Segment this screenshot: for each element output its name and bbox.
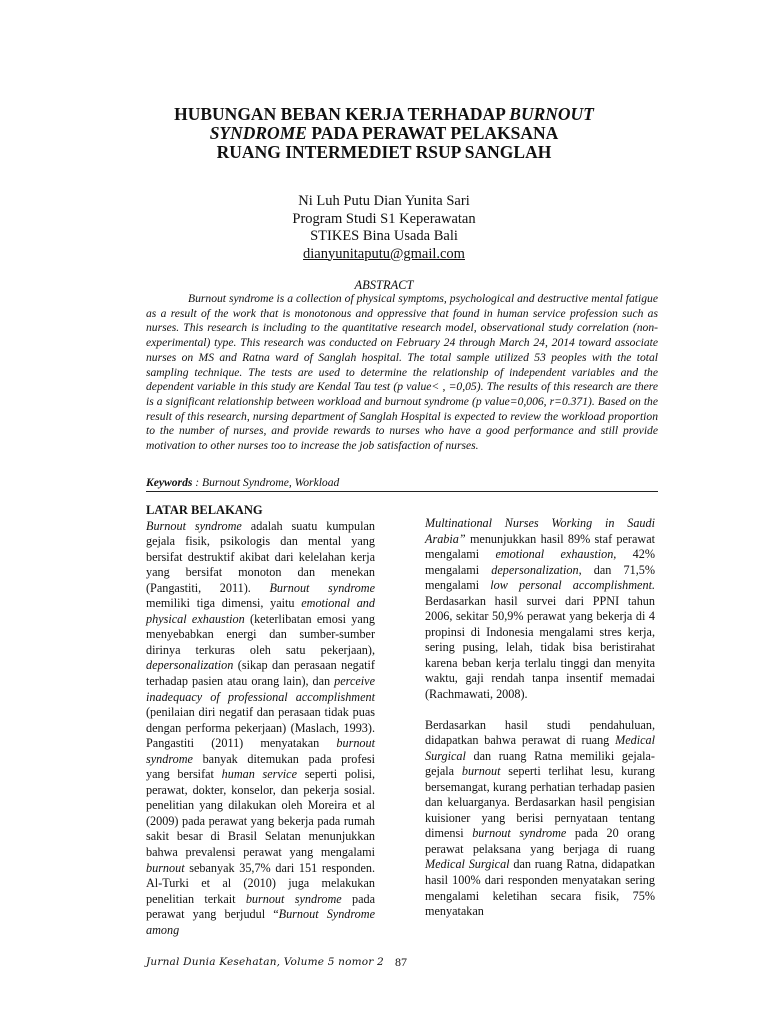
body-text: pada perawat yang berjudul “: [146, 891, 375, 922]
italic-term: emotional and physical exhaustion: [146, 596, 375, 626]
author-name: Ni Luh Putu Dian Yunita Sari: [298, 193, 470, 209]
left-column: [146, 503, 375, 938]
italic-term: burnout syndrome: [245, 891, 342, 906]
author-block: [184, 193, 584, 263]
body-text: (penilaian diri negatif dan perasaan tidak puas dengan performa pekerjaan) (Maslach, 1993). Pangastiti (2011) menyatakan: [146, 705, 375, 751]
body-paragraph: [146, 519, 375, 939]
title-text: HUBUNGAN BEBAN KERJA TERHADAP: [174, 104, 510, 124]
italic-term: Burnout syndrome: [269, 580, 375, 595]
divider-line: [146, 491, 658, 492]
body-text: sebanyak 35,7% dari 151 responden. Al-Turki et al (2010) juga melakukan penelitian terkait: [146, 860, 375, 906]
author-institution: STIKES Bina Usada Bali: [310, 228, 458, 244]
italic-term: low personal accomplishment.: [490, 578, 655, 593]
body-text: menunjukkan hasil 89% staf perawat mengalami: [425, 531, 655, 562]
body-text: seperti terlihat lesu, kurang bersemangat, kurang perhatian terhadap pasien dan keluarganya. Berdasarkan hasil pengisian kuisioner yang berisi pernyataan tentang dimensi: [425, 764, 655, 841]
keywords-text: : Burnout Syndrome, Workload: [192, 476, 340, 489]
italic-term: burnout: [461, 764, 501, 779]
italic-term: depersonalization: [146, 658, 234, 673]
italic-term: Medical Surgical: [425, 733, 655, 763]
italic-term: burnout syndrome: [146, 736, 375, 766]
right-column: [425, 516, 655, 920]
author-email-link[interactable]: dianyunitaputu@gmail.com: [303, 245, 465, 262]
body-text: memiliki tiga dimensi, yaitu: [146, 596, 302, 611]
body-text: , dan 71,5% mengalami: [425, 562, 655, 593]
body-text: (sikap dan perasaan negatif terhadap pasien atau orang lain), dan: [146, 658, 375, 688]
italic-term: Medical Surgical: [425, 857, 510, 872]
italic-term: Burnout Syndrome among: [146, 907, 375, 937]
body-text: banyak ditemukan pada profesi yang bersifat: [146, 751, 375, 782]
body-paragraph: [425, 516, 655, 703]
title-line-2: [90, 124, 678, 143]
body-text: dan ruang Ratna, didapatkan hasil 100% dari responden menyatakan sering mengalami keletihan secara fisik, 75% menyatakan: [425, 857, 655, 919]
paper-title: [90, 105, 678, 162]
abstract-heading: ABSTRACT: [354, 278, 414, 292]
body-text: 42% mengalami: [425, 547, 656, 577]
body-text: Berdasarkan hasil survei dari PPNI tahun 2006, sekitar 50,9% perawat yang bekerja di 4 propinsi di Indonesia mengalami stres kerja, sering pusing, lelah, tidak bisa beristirahat karena beban kerja terlalu tinggi dan menyita waktu, gaji rendah tanpa insentif memadai (Rachmawati, 2008).: [425, 593, 655, 702]
body-text: pada 20 orang perawat pelaksana yang berjaga di ruang: [425, 826, 655, 856]
italic-term: depersonalization: [491, 562, 579, 577]
author-program: Program Studi S1 Keperawatan: [292, 210, 476, 227]
body-text: Berdasarkan hasil studi pendahuluan, didapatkan bahwa perawat di ruang: [425, 717, 655, 748]
body-text: adalah suatu kumpulan gejala fisik, psikologis dan mental yang bersifat destruktif akibat dari kelelahan kerja yang bersifat monoton dan menekan (Pangastiti, 2011).: [146, 518, 375, 595]
body-text: dan ruang Ratna memiliki gejala-gejala: [425, 748, 655, 779]
body-text: seperti polisi, perawat, dokter, konselor, dan pekerja sosial. penelitian yang dilakukan oleh Moreira et al (2009) pada perawat yang bekerja pada rumah sakit besar di Brasil Selatan menunjukkan bahwa prevalensi perawat yang mengalami: [146, 767, 375, 859]
section-heading: LATAR BELAKANG: [146, 503, 263, 517]
keywords-line: [146, 476, 658, 490]
abstract-text: Burnout syndrome is a collection of physical symptoms, psychological and destructive mental fatigue as a result of the work that is monotonous and oppressive that found in human service profession such as nurses. This research is including to the quantitative research model, observational study correlation (non-experimental) type. This research was conducted on February 24 through March 24, 2014 toward associate nurses on MS and Ratna ward of Sanglah hospital. The total sample utilized 53 peoples with the total sampling technique. The tests are used to determine the relationship of independent variables and the dependent variable in this study are Kendal Tau test (p value< , =0,05). The results of this research are there is a significant relationship between workload and burnout syndrome (p value=0,006, r=0.371). Based on the result of this research, nursing department of Sanglah Hospital is expected to review the workload proportion to the number of nurses, and provide rewards to nurses who have a good performance and still provide motivation to other nurses too to increase the job satisfaction of nurses.: [146, 292, 658, 453]
body-paragraph: [425, 718, 655, 920]
italic-term: burnout: [146, 860, 185, 875]
title-line-3: RUANG INTERMEDIET RSUP SANGLAH: [216, 142, 552, 162]
footer-journal-name: Jurnal Dunia Kesehatan, Volume 5 nomor 2: [146, 956, 384, 968]
keywords-label: Keywords: [146, 476, 193, 489]
body-text: (keterlibatan emosi yang menyebabkan energi dan sumber-sumber dirinya terkuras oleh satu pekerjaan),: [146, 611, 375, 657]
title-italic-text: SYNDROME: [209, 123, 307, 143]
italic-term: burnout syndrome: [472, 826, 567, 841]
title-line-1: [90, 105, 678, 124]
italic-term: emotional exhaustion,: [495, 547, 617, 562]
page-number: 87: [395, 955, 407, 969]
italic-term: perceive inadequacy of professional accomplishment: [146, 673, 375, 704]
italic-term: human service: [221, 767, 297, 782]
title-text: PADA PERAWAT PELAKSANA: [306, 123, 559, 143]
italic-term: Multinational Nurses Working in Saudi Arabia”: [425, 516, 655, 546]
italic-term: Burnout syndrome: [146, 518, 242, 533]
title-italic-text: BURNOUT: [509, 104, 594, 124]
